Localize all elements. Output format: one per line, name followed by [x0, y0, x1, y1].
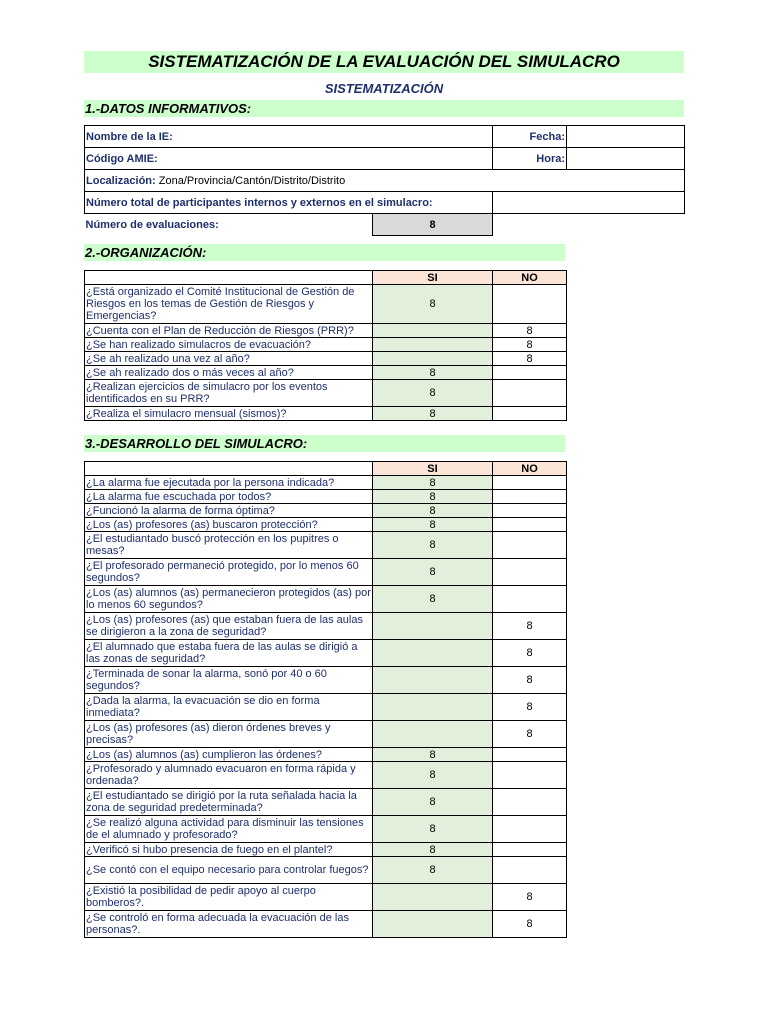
nombre-ie-label: Nombre de la IE:: [85, 126, 493, 148]
question-text: ¿El estudiantado buscó protección en los pupitres o mesas?: [85, 532, 373, 559]
answer-si[interactable]: 8: [373, 857, 493, 884]
answer-no[interactable]: 8: [493, 721, 567, 748]
answer-si[interactable]: 8: [373, 504, 493, 518]
answer-no[interactable]: [493, 490, 567, 504]
answer-si[interactable]: 8: [373, 285, 493, 324]
table-row: [85, 490, 567, 504]
question-text: ¿La alarma fue ejecutada por la persona indicada?: [85, 476, 373, 490]
answer-si[interactable]: 8: [373, 380, 493, 407]
answer-no[interactable]: [493, 816, 567, 843]
table-row: [85, 816, 567, 843]
question-text: ¿Los (as) profesores (as) buscaron protección?: [85, 518, 373, 532]
table-row: [85, 884, 567, 911]
answer-no[interactable]: 8: [493, 694, 567, 721]
question-text: ¿Verificó si hubo presencia de fuego en el plantel?: [85, 843, 373, 857]
fecha-field[interactable]: [567, 126, 685, 148]
answer-no[interactable]: [493, 380, 567, 407]
question-text: ¿Funcionó la alarma de forma óptima?: [85, 504, 373, 518]
hora-label: Hora:: [493, 148, 567, 170]
answer-si[interactable]: [373, 324, 493, 338]
question-text: ¿Los (as) alumnos (as) cumplieron las órdenes?: [85, 748, 373, 762]
answer-si[interactable]: 8: [373, 366, 493, 380]
question-text: ¿Existió la posibilidad de pedir apoyo al cuerpo bomberos?.: [85, 884, 373, 911]
page-subtitle: SISTEMATIZACIÓN: [324, 81, 444, 96]
answer-no[interactable]: 8: [493, 911, 567, 938]
answer-no[interactable]: 8: [493, 338, 567, 352]
answer-si[interactable]: [373, 640, 493, 667]
answer-si[interactable]: 8: [373, 559, 493, 586]
answer-si[interactable]: [373, 338, 493, 352]
table-row: [85, 366, 567, 380]
hora-field[interactable]: [567, 148, 685, 170]
participantes-field[interactable]: [493, 192, 685, 214]
question-text: ¿Realiza el simulacro mensual (sismos)?: [85, 407, 373, 421]
question-text: ¿El profesorado permaneció protegido, por lo menos 60 segundos?: [85, 559, 373, 586]
question-text: ¿Los (as) alumnos (as) permanecieron protegidos (as) por lo menos 60 segundos?: [86, 587, 371, 611]
localizacion-value: Zona/Provincia/Cantón/Distrito/Distrito: [158, 174, 346, 187]
question-text: ¿Está organizado el Comité Institucional de Gestión de Riesgos en los temas de Gestión de Riesgos y Emergencias?: [85, 285, 373, 324]
question-text: ¿Se han realizado simulacros de evacuación?: [85, 338, 373, 352]
evaluaciones-label: Número de evaluaciones:: [85, 218, 219, 231]
organizacion-col-si: SI: [373, 271, 493, 285]
answer-no[interactable]: [493, 407, 567, 421]
table-row: [85, 518, 567, 532]
answer-si[interactable]: [373, 884, 493, 911]
table-row: [85, 504, 567, 518]
answer-si[interactable]: 8: [373, 490, 493, 504]
evaluation-sheet: [84, 51, 684, 938]
desarrollo-col-no: NO: [493, 462, 567, 476]
answer-si[interactable]: 8: [373, 532, 493, 559]
answer-si[interactable]: [373, 352, 493, 366]
answer-no[interactable]: [493, 586, 567, 613]
desarrollo-rows: [85, 476, 567, 938]
question-text: ¿El estudiantado se dirigió por la ruta señalada hacia la zona de seguridad predeterminada?: [85, 789, 373, 816]
answer-no[interactable]: 8: [493, 324, 567, 338]
organizacion-table: [84, 270, 567, 421]
table-row: [85, 586, 567, 613]
question-text: ¿La alarma fue escuchada por todos?: [85, 490, 373, 504]
table-row: [85, 613, 567, 640]
localizacion-label: Localización:: [86, 174, 156, 187]
answer-no[interactable]: [493, 532, 567, 559]
participantes-label: Número total de participantes internos y externos en el simulacro:: [85, 192, 493, 214]
answer-si[interactable]: 8: [373, 586, 493, 613]
table-row: [85, 694, 567, 721]
answer-si[interactable]: [373, 667, 493, 694]
answer-no[interactable]: [493, 504, 567, 518]
question-text: ¿Se contó con el equipo necesario para controlar fuegos?: [85, 857, 373, 884]
answer-si[interactable]: 8: [373, 518, 493, 532]
answer-si[interactable]: [373, 694, 493, 721]
question-text: ¿Cuenta con el Plan de Reducción de Riesgos (PRR)?: [85, 324, 373, 338]
answer-no[interactable]: [493, 476, 567, 490]
answer-no[interactable]: [493, 857, 567, 884]
question-text: ¿Se realizó alguna actividad para disminuir las tensiones de el alumnado y profesorado?: [85, 816, 373, 843]
table-row: [85, 559, 567, 586]
fecha-label: Fecha:: [493, 126, 567, 148]
evaluaciones-value: 8: [373, 214, 493, 236]
table-row: [85, 380, 567, 407]
table-row: [85, 721, 567, 748]
table-row: [85, 843, 567, 857]
answer-si[interactable]: [373, 721, 493, 748]
answer-no[interactable]: 8: [493, 640, 567, 667]
table-row: [85, 338, 567, 352]
answer-si[interactable]: [373, 613, 493, 640]
question-text: ¿Realizan ejercicios de simulacro por los eventos identificados en su PRR?: [85, 380, 373, 407]
table-row: [85, 762, 567, 789]
table-row: [85, 911, 567, 938]
desarrollo-table: [84, 461, 567, 938]
question-text: ¿Los (as) profesores (as) que estaban fuera de las aulas se dirigieron a la zona de seguridad?: [85, 613, 373, 640]
question-text: ¿Se controló en forma adecuada la evacuación de las personas?.: [85, 911, 373, 938]
question-text: ¿Dada la alarma, la evacuación se dio en forma inmediata?: [85, 694, 373, 721]
answer-no[interactable]: [493, 285, 567, 324]
answer-si[interactable]: 8: [373, 816, 493, 843]
question-text: ¿Se ah realizado una vez al año?: [85, 352, 373, 366]
table-row: [85, 407, 567, 421]
section-2-heading: 2.-ORGANIZACIÓN:: [84, 244, 565, 261]
answer-no[interactable]: 8: [493, 613, 567, 640]
codigo-amie-label: Código AMIE:: [85, 148, 493, 170]
answer-no[interactable]: 8: [493, 667, 567, 694]
answer-si[interactable]: [373, 911, 493, 938]
localizacion-row: [85, 170, 685, 192]
question-text: ¿El alumnado que estaba fuera de las aulas se dirigió a las zonas de seguridad?: [85, 640, 373, 667]
table-row: [85, 667, 567, 694]
table-row: [85, 789, 567, 816]
table-row: [85, 476, 567, 490]
table-row: [85, 748, 567, 762]
answer-no[interactable]: [493, 366, 567, 380]
answer-no[interactable]: [493, 843, 567, 857]
answer-si[interactable]: 8: [373, 789, 493, 816]
question-text: ¿Se ah realizado dos o más veces al año?: [85, 366, 373, 380]
question-text: ¿Los (as) profesores (as) dieron órdenes breves y precisas?: [85, 721, 373, 748]
page-title: SISTEMATIZACIÓN DE LA EVALUACIÓN DEL SIMULACRO: [84, 51, 684, 73]
answer-no[interactable]: 8: [493, 352, 567, 366]
desarrollo-col-si: SI: [373, 462, 493, 476]
table-row: [85, 640, 567, 667]
table-row: [85, 285, 567, 324]
table-row: [85, 857, 567, 884]
section-1-heading: 1.-DATOS INFORMATIVOS:: [84, 100, 684, 117]
organizacion-col-no: NO: [493, 271, 567, 285]
answer-si[interactable]: 8: [373, 843, 493, 857]
answer-no[interactable]: [493, 559, 567, 586]
answer-no[interactable]: 8: [493, 884, 567, 911]
answer-no[interactable]: [493, 789, 567, 816]
answer-no[interactable]: [493, 762, 567, 789]
section-3-heading: 3.-DESARROLLO DEL SIMULACRO:: [84, 435, 565, 452]
organizacion-rows: [85, 285, 567, 421]
question-text: ¿Terminada de sonar la alarma, sonó por 40 o 60 segundos?: [85, 667, 373, 694]
table-row: [85, 324, 567, 338]
answer-no[interactable]: [493, 518, 567, 532]
answer-si[interactable]: 8: [373, 762, 493, 789]
table-row: [85, 352, 567, 366]
datos-informativos-table: [84, 125, 685, 236]
answer-si[interactable]: 8: [373, 476, 493, 490]
table-row: [85, 532, 567, 559]
answer-si[interactable]: 8: [373, 407, 493, 421]
question-text: ¿Profesorado y alumnado evacuaron en forma rápida y ordenada?: [85, 762, 373, 789]
answer-no[interactable]: [493, 748, 567, 762]
answer-si[interactable]: 8: [373, 748, 493, 762]
